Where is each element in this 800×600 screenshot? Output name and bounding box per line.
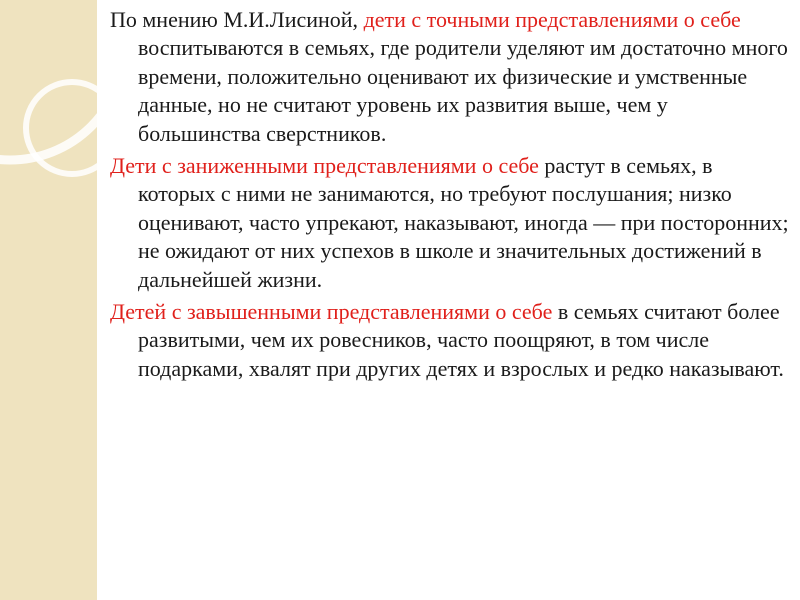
paragraph-1-highlight: дети с точными представлениями о себе xyxy=(363,7,741,32)
paragraph-high-self-image xyxy=(110,298,790,383)
paragraph-2-body: растут в семьях, в которых с ними не занимаются, но требуют послушания; низко оценивают, часто упрекают, наказывают, иногда — при посторонних; не ожидают от них успехов в школе и значительных достижений в дальнейшей жизни. xyxy=(138,153,789,292)
paragraph-2-highlight: Дети с заниженными представлениями о себе xyxy=(110,153,539,179)
decorative-circles-graphic xyxy=(0,0,97,600)
paragraph-accurate-self-image xyxy=(110,6,790,148)
decorative-side-panel xyxy=(0,0,97,600)
paragraph-1-lead: По мнению М.И.Лисиной, xyxy=(110,7,364,32)
decorative-circle-large xyxy=(0,0,97,160)
paragraph-3-body: в семьях считают более развитыми, чем их ровесников, часто поощряют, в том числе подарками, хвалят при других детях и взрослых и редко наказывают. xyxy=(138,299,784,381)
paragraph-low-self-image xyxy=(110,152,790,294)
paragraph-3-highlight: Детей с завышенными представлениями о себе xyxy=(110,299,553,325)
slide-body xyxy=(110,6,790,387)
paragraph-1-body: воспитываются в семьях, где родители уделяют им достаточно много времени, положительно оценивают их физические и умственные данные, но не считают уровень их развития выше, чем у большинства сверстников. xyxy=(138,35,788,146)
